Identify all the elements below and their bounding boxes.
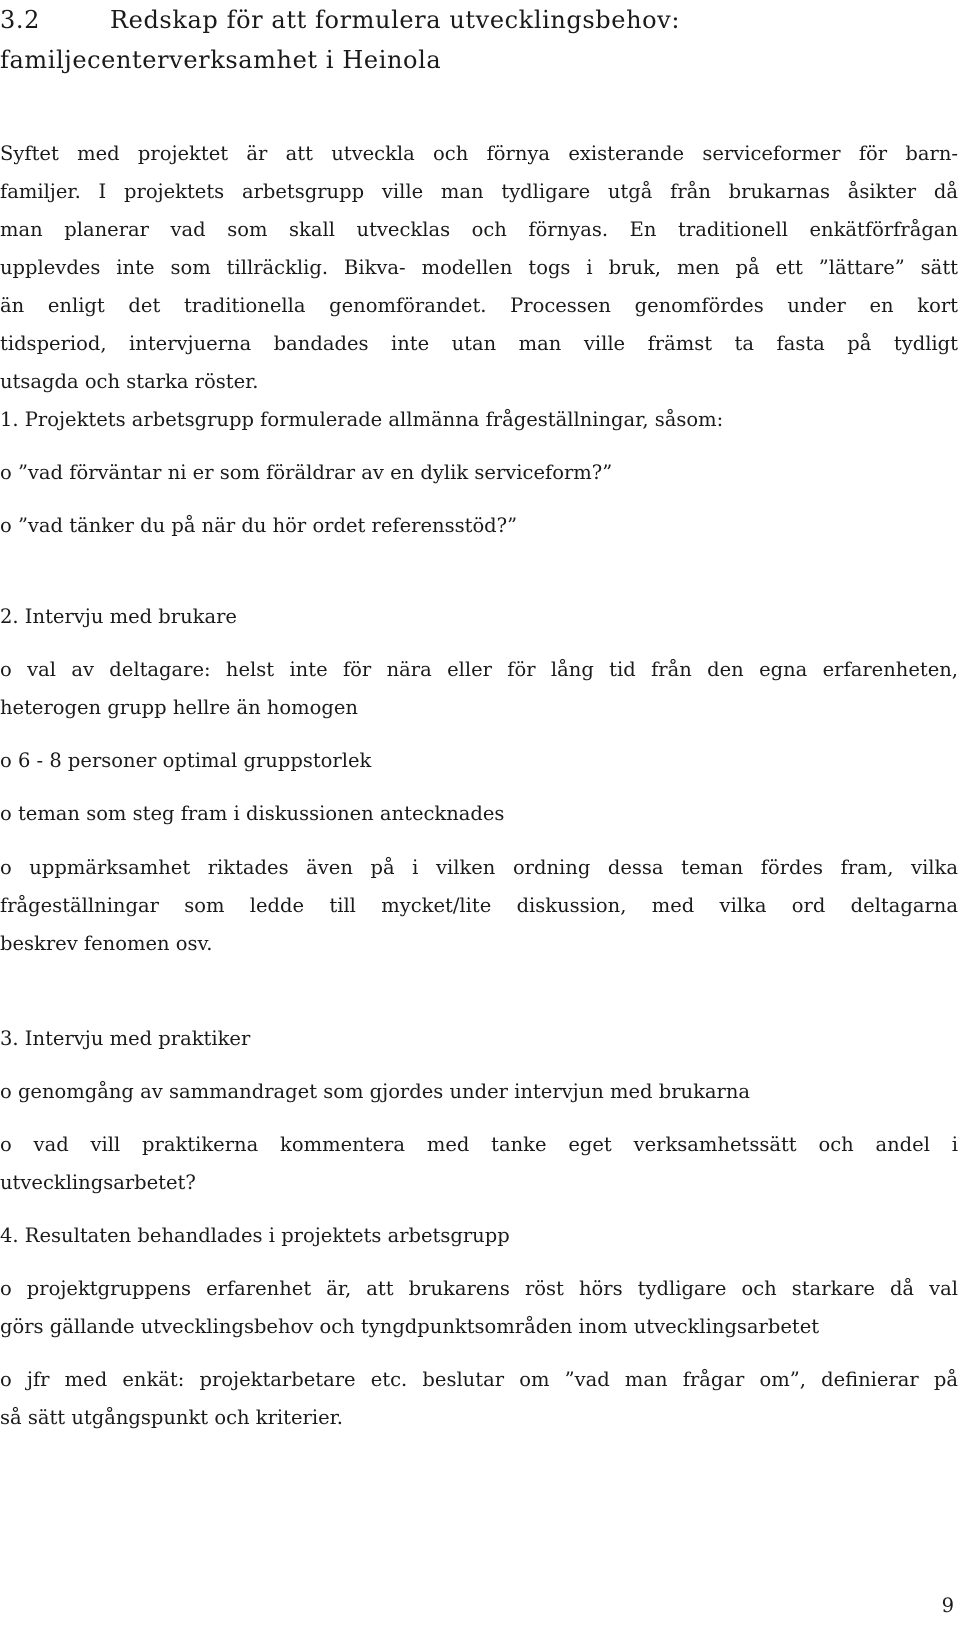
step1-item-text: o ”vad förväntar ni er som föräldrar av en dylik serviceform?” [0,461,613,484]
intro-paragraph [0,135,958,401]
step3-item-line: utvecklingsarbetet? [0,1171,196,1194]
step4-heading-text: 4. Resultaten behandlades i projektets arbetsgrupp [0,1224,510,1247]
step4-heading [0,1217,958,1255]
step2-item-line: beskrev fenomen osv. [0,932,213,955]
step2-item [0,795,958,833]
intro-line: tidsperiod, intervjuerna bandades inte utan man ville främst ta fasta på tydligt [0,332,958,355]
step2-heading-text: 2. Intervju med brukare [0,605,237,628]
step2-item-line: frågeställningar som ledde till mycket/lite diskussion, med vilka ord deltagarna [0,894,958,917]
step3-item [0,1073,958,1111]
intro-line: än enligt det traditionella genomförandet. Processen genomfördes under en kort [0,294,958,317]
step3-item-line: o genomgång av sammandraget som gjordes under intervjun med brukarna [0,1080,751,1103]
step3-item [0,1126,958,1202]
section-title-continued: familjecenterverksamhet i Heinola [0,46,442,74]
step2-item-line: o val av deltagare: helst inte för nära eller för lång tid från den egna erfarenheten, [0,658,958,681]
step3-item-line: o vad vill praktikerna kommentera med tanke eget verksamhetssätt och andel i [0,1133,958,1156]
step4-item [0,1270,958,1346]
step2-item [0,849,958,963]
intro-line: Syftet med projektet är att utveckla och förnya existerande serviceformer för barn- [0,142,958,165]
step1-heading-text: 1. Projektets arbetsgrupp formulerade allmänna frågeställningar, såsom: [0,408,724,431]
step2-item [0,651,958,727]
section-number: 3.2 [0,6,40,34]
step3-heading [0,1020,958,1058]
step4-item-line: görs gällande utvecklingsbehov och tyngdpunktsområden inom utvecklingsarbetet [0,1315,820,1338]
section-title: Redskap för att formulera utvecklingsbehov: [110,6,681,34]
step2-item-line: o uppmärksamhet riktades även på i vilken ordning dessa teman fördes fram, vilka [0,856,958,879]
step4-item-line: så sätt utgångspunkt och kriterier. [0,1406,343,1429]
step1-item [0,454,958,492]
step3-heading-text: 3. Intervju med praktiker [0,1027,251,1050]
step2-item-line: o 6 - 8 personer optimal gruppstorlek [0,749,372,772]
page-number: 9 [941,1594,954,1617]
step2-item [0,742,958,780]
section-heading-line1 [0,0,958,40]
step2-heading [0,598,958,636]
step4-item-line: o jfr med enkät: projektarbetare etc. beslutar om ”vad man frågar om”, definierar på [0,1368,958,1391]
intro-line: upplevdes inte som tillräcklig. Bikva- modellen togs i bruk, men på ett ”lättare” sätt [0,256,958,279]
section-heading [0,0,958,80]
step2-item-line: o teman som steg fram i diskussionen antecknades [0,802,505,825]
step4-item [0,1361,958,1437]
step1-item [0,507,958,545]
intro-line: familjer. I projektets arbetsgrupp ville man tydligare utgå från brukarnas åsikter då [0,180,958,203]
step2-item-line: heterogen grupp hellre än homogen [0,696,358,719]
intro-line: man planerar vad som skall utvecklas och förnyas. En traditionell enkätförfrågan [0,218,958,241]
step1-heading [0,401,958,439]
step4-item-line: o projektgruppens erfarenhet är, att brukarens röst hörs tydligare och starkare då val [0,1277,958,1300]
step1-item-text: o ”vad tänker du på när du hör ordet referensstöd?” [0,514,518,537]
intro-line: utsagda och starka röster. [0,370,259,393]
